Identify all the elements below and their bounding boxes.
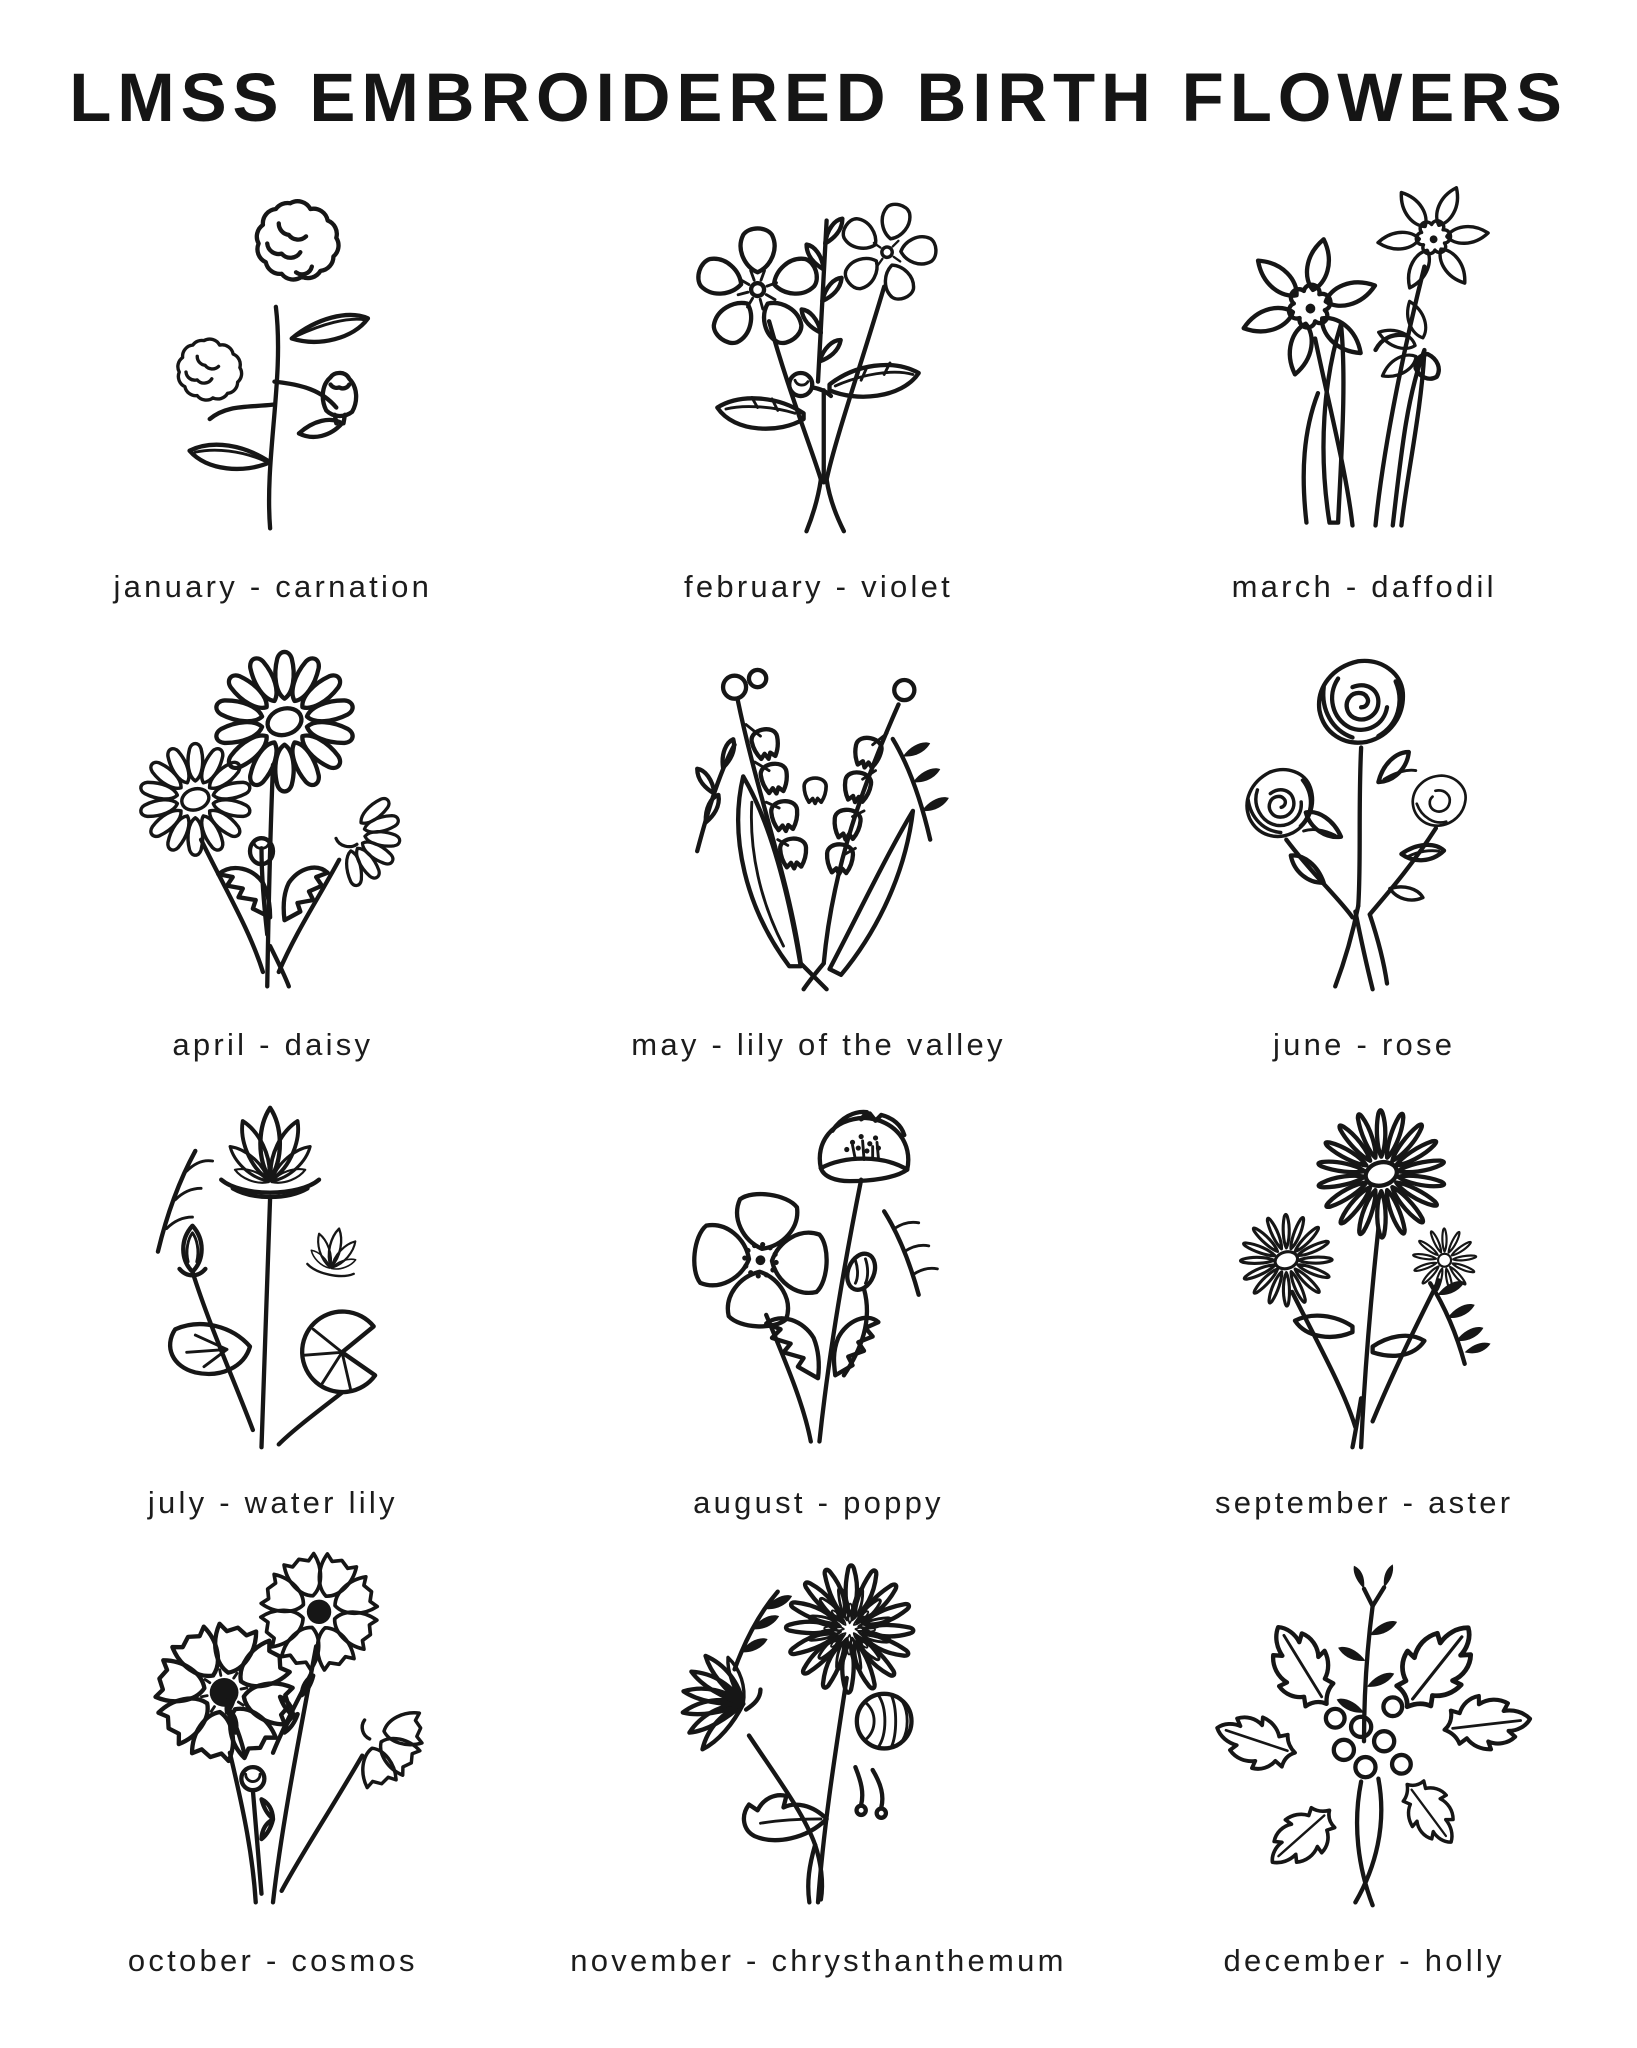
flower-label: january - carnation [113, 569, 433, 605]
cell-january [0, 160, 546, 618]
lily-of-the-valley-illustration [645, 621, 991, 995]
page-title: LMSS EMBROIDERED BIRTH FLOWERS [69, 59, 1568, 136]
flower-label: march - daffodil [1231, 569, 1497, 605]
cell-april [0, 618, 546, 1076]
flower-label: december - holly [1223, 1943, 1505, 1979]
cell-july [0, 1076, 546, 1534]
flower-label: november - chrysthanthemum [570, 1943, 1067, 1979]
flower-label: october - cosmos [127, 1943, 418, 1979]
cell-june [1091, 618, 1637, 1076]
cell-february [546, 160, 1092, 618]
flower-label: april - daisy [172, 1027, 374, 1063]
cell-november [546, 1534, 1092, 1992]
birth-flower-grid [0, 160, 1637, 1992]
cell-may [546, 618, 1092, 1076]
flower-label: may - lily of the valley [631, 1027, 1006, 1063]
daisy-illustration [100, 621, 446, 995]
flower-label: september - aster [1215, 1485, 1514, 1521]
violet-illustration [645, 163, 991, 537]
rose-illustration [1191, 621, 1537, 995]
cell-september [1091, 1076, 1637, 1534]
flower-label: july - water lily [147, 1485, 398, 1521]
flower-label: august - poppy [693, 1485, 944, 1521]
flower-label: february - violet [684, 569, 953, 605]
cell-december [1091, 1534, 1637, 1992]
cell-october [0, 1534, 546, 1992]
carnation-illustration [100, 163, 446, 537]
cell-march [1091, 160, 1637, 618]
cosmos-illustration [100, 1537, 446, 1911]
cell-august [546, 1076, 1092, 1534]
holly-illustration [1191, 1537, 1537, 1911]
flower-label: june - rose [1273, 1027, 1456, 1063]
water-lily-illustration [100, 1079, 446, 1453]
chrysanthemum-illustration [645, 1537, 991, 1911]
aster-illustration [1191, 1079, 1537, 1453]
poppy-illustration [645, 1079, 991, 1453]
daffodil-illustration [1191, 163, 1537, 537]
